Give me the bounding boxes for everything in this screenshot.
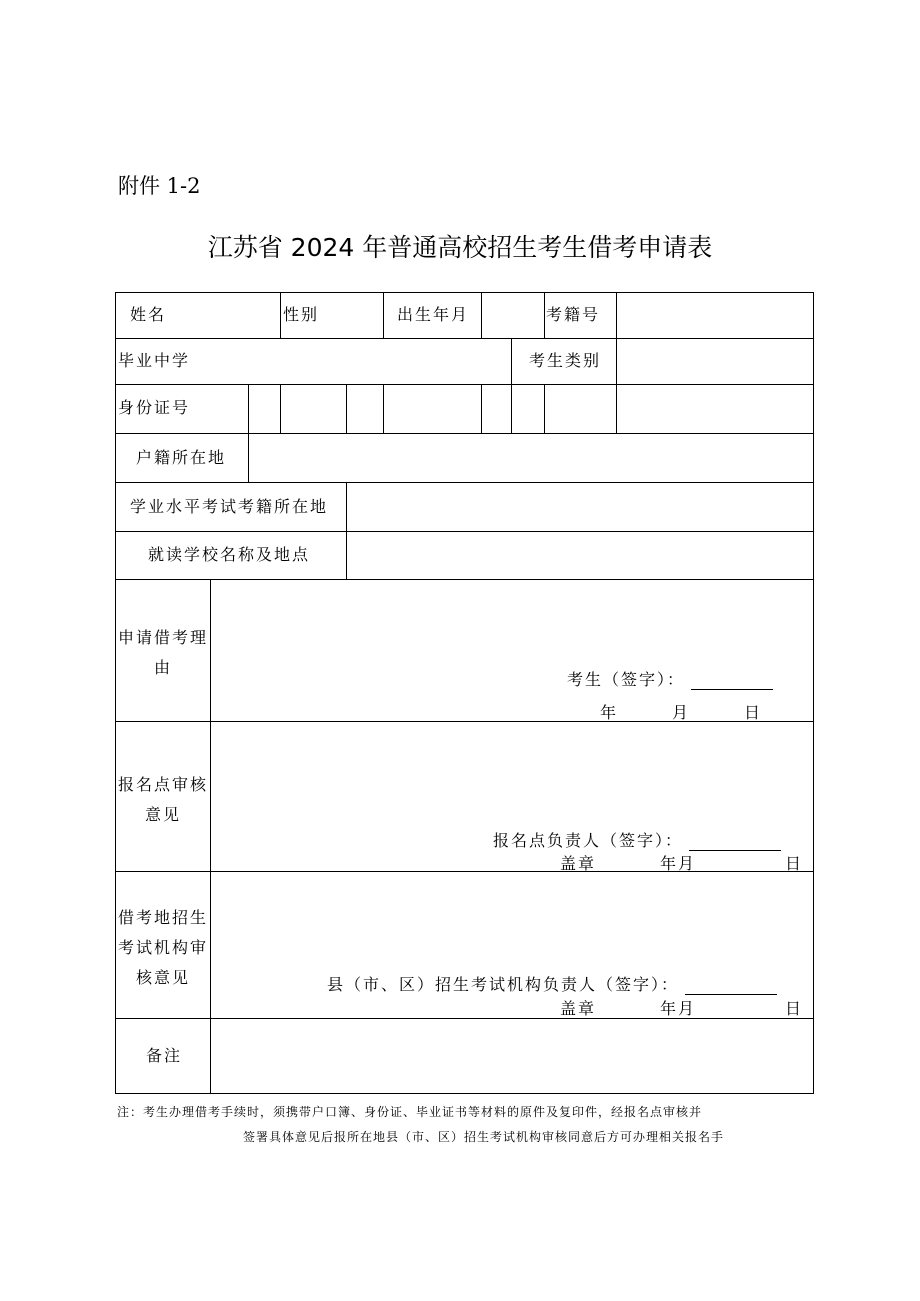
signature-line [691, 675, 773, 690]
exam-authority-month: 年月 [660, 999, 697, 1018]
exam-number-label: 考籍号 [546, 305, 601, 324]
candidate-signature [567, 667, 773, 690]
registration-day: 日 [785, 854, 804, 873]
registration-stamp: 盖章 [560, 854, 597, 873]
name-label: 姓名 [130, 305, 167, 324]
reason-label: 申请借考理由 [117, 628, 208, 677]
exam-authority-signature [327, 972, 777, 995]
reason-date: 年 月 日 [600, 703, 763, 722]
attachment-label: 附件 1-2 [118, 174, 201, 198]
exam-authority-signature-label: 县（市、区）招生考试机构负责人（签字）： [327, 975, 680, 994]
registration-signature [493, 828, 781, 851]
birth-date-label: 出生年月 [397, 305, 470, 324]
candidate-category-label: 考生类别 [529, 351, 602, 370]
candidate-signature-label: 考生（签字）： [567, 670, 686, 689]
footnote-line-2: 签署具体意见后报所在地县（市、区）招生考试机构审核同意后方可办理相关报名手 [243, 1130, 725, 1144]
current-school-label: 就读学校名称及地点 [148, 545, 311, 564]
id-number-label: 身份证号 [118, 398, 191, 417]
gender-label: 性别 [283, 305, 320, 324]
household-location-label: 户籍所在地 [136, 448, 227, 467]
graduated-school-label: 毕业中学 [118, 351, 191, 370]
exam-authority-review-label: 借考地招生考试机构审核意见 [117, 908, 208, 987]
exam-authority-day: 日 [785, 999, 804, 1018]
registration-month: 年月 [660, 854, 697, 873]
registration-review-label: 报名点审核意见 [117, 775, 208, 824]
remarks-label: 备注 [146, 1046, 183, 1065]
signature-line [689, 836, 781, 851]
exam-authority-stamp: 盖章 [560, 999, 597, 1018]
footnote-line-1: 注：考生办理借考手续时，须携带户口簿、身份证、毕业证书等材料的原件及复印件，经报名点审核并 [117, 1105, 703, 1119]
registration-signature-label: 报名点负责人（签字）： [493, 831, 684, 850]
signature-line [685, 980, 777, 995]
level-exam-location-label: 学业水平考试考籍所在地 [130, 497, 329, 516]
page-title: 江苏省 2024 年普通高校招生考生借考申请表 [207, 233, 713, 262]
